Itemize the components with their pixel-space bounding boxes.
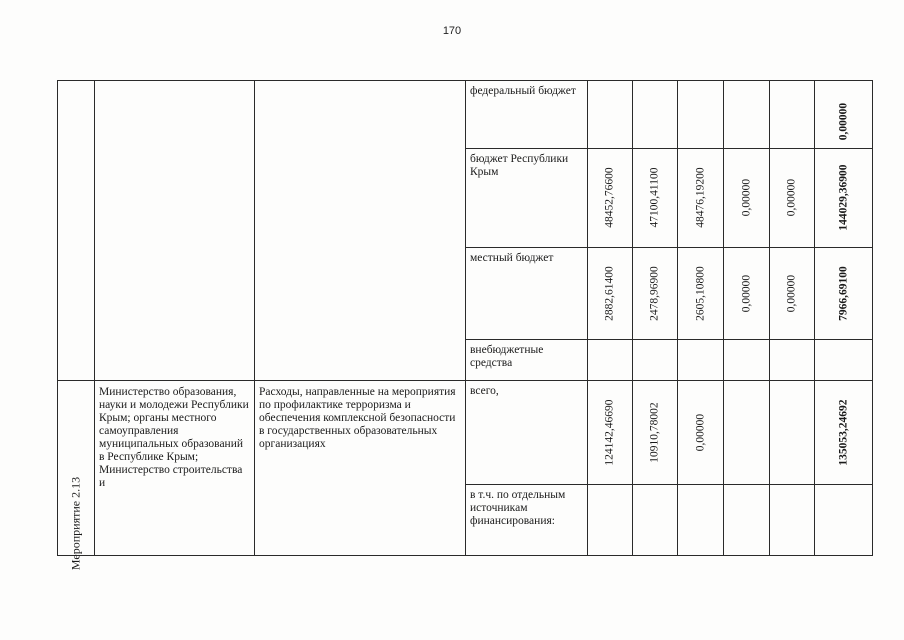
measure-label: Мероприятие 2.13 <box>68 476 83 571</box>
value-text: 2605,10800 <box>694 266 706 321</box>
total-cell <box>815 248 873 340</box>
value-cell <box>633 81 678 149</box>
continued-description-cell <box>255 81 466 381</box>
value-cell <box>633 485 678 556</box>
page-number: 170 <box>442 25 462 37</box>
value-cell <box>724 248 770 340</box>
value-cell <box>633 381 678 485</box>
value-cell <box>588 248 633 340</box>
value-cell <box>678 81 724 149</box>
funding-source-cell <box>466 381 588 485</box>
funding-source-cell <box>466 149 588 248</box>
value-text: 47100,41100 <box>648 167 661 228</box>
value-cell <box>770 248 815 340</box>
funding-source-cell <box>466 248 588 340</box>
continued-executor-cell <box>95 81 255 381</box>
description-text: Расходы, направленные на мероприятия по профилактике терроризма и обеспечения комплексной безопасности в государственных образовательных организациях <box>259 386 456 450</box>
funding-source-label: бюджет Республики Крым <box>470 153 569 178</box>
budget-table <box>57 80 873 571</box>
value-cell <box>770 81 815 149</box>
funding-source-label: всего, <box>470 385 499 397</box>
value-cell <box>633 340 678 381</box>
table-row-federal <box>58 81 873 149</box>
value-cell <box>678 381 724 485</box>
value-text: 0,00000 <box>740 274 752 313</box>
value-text: 48452,76600 <box>603 167 616 228</box>
value-cell <box>678 149 724 248</box>
total-text: 0,00000 <box>837 102 849 141</box>
executor-cell <box>95 381 255 556</box>
total-cell <box>815 485 873 556</box>
value-cell <box>588 149 633 248</box>
value-cell <box>770 381 815 485</box>
total-cell <box>815 149 873 248</box>
value-text: 0,00000 <box>694 413 706 452</box>
value-cell <box>770 340 815 381</box>
table-row-measure-total <box>58 381 873 485</box>
value-cell <box>633 248 678 340</box>
value-cell <box>724 485 770 556</box>
value-cell <box>633 149 678 248</box>
value-text: 2882,61400 <box>603 266 616 321</box>
funding-source-cell <box>466 81 588 149</box>
value-cell <box>724 381 770 485</box>
total-text: 144029,36900 <box>837 164 849 231</box>
value-text: 10910,78002 <box>648 402 661 463</box>
funding-source-label: федеральный бюджет <box>470 85 576 97</box>
funding-source-cell <box>466 485 588 556</box>
measure-label-cell <box>58 381 95 571</box>
value-cell <box>588 340 633 381</box>
value-cell <box>588 485 633 556</box>
value-cell <box>678 485 724 556</box>
value-cell <box>678 248 724 340</box>
continued-measure-cell <box>58 81 95 381</box>
value-text: 0,00000 <box>785 274 798 313</box>
value-cell <box>724 340 770 381</box>
funding-source-label: внебюджетные средства <box>470 344 544 369</box>
value-cell <box>724 149 770 248</box>
value-cell <box>770 149 815 248</box>
value-cell <box>588 81 633 149</box>
description-cell <box>255 381 466 556</box>
total-cell <box>815 340 873 381</box>
value-cell <box>770 485 815 556</box>
funding-source-label: в т.ч. по отдельным источникам финансирования: <box>470 489 566 527</box>
value-text: 124142,46690 <box>603 399 616 466</box>
value-cell <box>724 81 770 149</box>
value-cell <box>588 381 633 485</box>
total-cell <box>815 81 873 149</box>
value-cell <box>678 340 724 381</box>
total-text: 7966,69100 <box>837 266 849 321</box>
funding-source-label: местный бюджет <box>470 252 554 264</box>
total-cell <box>815 381 873 485</box>
funding-source-cell <box>466 340 588 381</box>
value-text: 48476,19200 <box>694 167 706 228</box>
total-text: 135053,24692 <box>837 399 849 466</box>
value-text: 2478,96900 <box>648 266 661 321</box>
executor-text: Министерство образования, науки и молодежи Республики Крым; органы местного самоуправления муниципальных образований в Республике Крым; Министерство строительства и <box>99 386 249 489</box>
value-text: 0,00000 <box>740 178 752 217</box>
value-text: 0,00000 <box>785 178 798 217</box>
